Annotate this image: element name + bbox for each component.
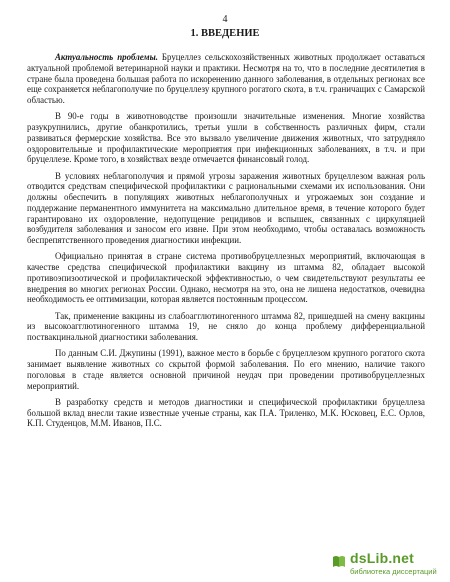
watermark-tagline: библиотека диссертаций: [350, 567, 437, 576]
paragraph-prophylaxis: В условиях неблагополучия и прямой угрозы заражения животных бруцеллезом важная роль отводится средствам специфической профилактики с рациональными схемами их использования. Они должны обеспечить в популяциях животных неблагополучных и угрожаемых зон создание и поддержание перманентного иммунитета на максимально длительное время, в течение которого будет гарантировано их оздоровление, недопущение рецидивов и вспышек, связанных с циркуляцией возбудителя заболевания и заносом его извне. При этом необходимо, чтобы оставалась возможность беспрепятственного проведения диагностики инфекции.: [27, 170, 425, 245]
page-number: 4: [222, 14, 228, 25]
relevance-label: Актуальность проблемы.: [55, 52, 158, 62]
dslib-watermark[interactable]: [332, 550, 444, 578]
paragraph-strain-82: Так, применение вакцины из слабоагглютиногенного штамма 82, пришедшей на смену вакцины из высокоагглютиногенного штамма 19, не сняло до конца проблему дифференциальной поствакцинальной диагностики заболевания.: [27, 310, 425, 342]
paragraph-dzhupina: По данным С.И. Джупины (1991), важное место в борьбе с бруцеллезом крупного рогатого скота занимает выявление животных со скрытой формой заболевания. По его мнению, наличие такого поголовья в стаде является основной причиной неудач при проведении противобруцеллезных мероприятий.: [27, 348, 425, 391]
paragraph-official-system: Официально принятая в стране система противобруцеллезных мероприятий, включающая в качестве средства специфической профилактики вакцину из штамма 82, обладает высокой противоэпизоотической и профилактической эффективностью, о чем свидетельствуют результаты ее внедрения во многих регионах России. Однако, несмотря на это, она не лишена недостатков, очевидна необходимость ее оптимизации, которая является постоянным процессом.: [27, 251, 425, 305]
relevance-text: Бруцеллез сельскохозяйственных животных продолжает оставаться актуальной проблемой ветеринарной науки и практики. Несмотря на то, что в последние десятилетия в стране была проведена большая работа по искоренению данного заболевания, в отдельных регионах все еще сохраняется неблагополучие по бруцеллезу крупного рогатого скота, в т.ч. граничащих с Самарской областью.: [27, 52, 425, 105]
section-title: 1. ВВЕДЕНИЕ: [190, 28, 260, 39]
paragraph-relevance: [27, 52, 425, 106]
watermark-domain: dsLib.net: [350, 550, 415, 566]
paragraph-scientists: В разработку средств и методов диагностики и специфической профилактики бруцеллеза большой вклад внесли такие известные ученые страны, как П.А. Триленко, М.К. Юсковец, Е.С. Орлов, К.П. Студенцов, М.М. Иванов, П.С.: [27, 396, 425, 429]
body-text: [27, 52, 425, 435]
paragraph-90s: В 90-е годы в животноводстве произошли значительные изменения. Многие хозяйства разукрупнились, другие обанкротились, третьи ушли в собственность различных фирм, стали развиваться фермерские хозяйства. Все это вызвало увеличение движения животных, что затрудняло оздоровительные и профилактические мероприятия при инфекционных заболеваниях, в т.ч. и при бруцеллезе. Кроме того, в хозяйствах везде отмечается финансовый голод.: [27, 111, 425, 165]
book-leaf-icon: [332, 555, 346, 568]
